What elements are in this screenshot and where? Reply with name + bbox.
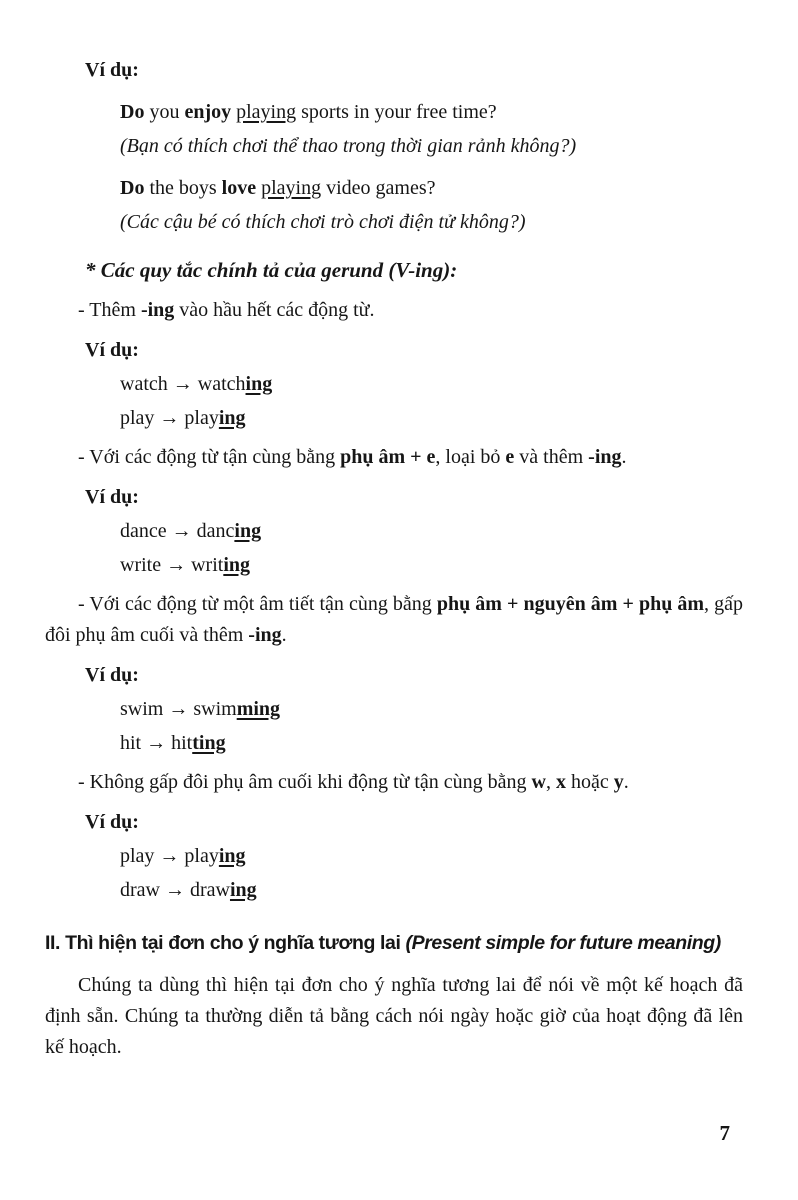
text-segment: w (531, 770, 546, 793)
text-segment: Ví dụ: (85, 810, 139, 833)
text-segment: phụ âm + e (340, 445, 436, 468)
text-segment: - Với các động từ tận cùng bằng (78, 445, 341, 468)
example-sentence (45, 173, 743, 204)
text-segment: watch → watch (120, 372, 246, 395)
text-segment: . (623, 770, 629, 793)
text-segment: playing (236, 101, 297, 123)
conjugation-line (45, 403, 743, 434)
text-segment: enjoy (184, 101, 232, 123)
page-content (45, 55, 743, 1063)
text-segment: (Present simple for future meaning) (405, 931, 721, 954)
text-segment: phụ âm + nguyên âm + phụ âm (436, 592, 705, 615)
text-segment: playing (261, 177, 322, 199)
section-heading (45, 928, 743, 958)
conjugation-line (45, 841, 743, 872)
text-segment: the boys (144, 177, 222, 199)
text-segment: ing (218, 844, 246, 867)
text-segment: play → play (120, 406, 219, 429)
body-paragraph (45, 970, 743, 1063)
rule-paragraph (45, 767, 743, 798)
text-segment: -ing (588, 445, 622, 468)
text-segment: ing (223, 553, 250, 576)
text-segment: (Các cậu bé có thích chơi trò chơi điện tử không?) (120, 211, 526, 233)
text-segment: hoặc (566, 770, 614, 793)
text-segment: play → play (120, 844, 219, 867)
text-segment: ting (192, 731, 226, 754)
text-segment: - Không gấp đôi phụ âm cuối khi động từ tận cùng bằng (78, 770, 532, 793)
text-segment: video games? (321, 177, 436, 199)
text-segment: swim → swim (120, 697, 237, 720)
example-label (45, 482, 743, 513)
text-segment: y (613, 770, 624, 793)
text-segment: ming (236, 697, 281, 720)
rule-paragraph (45, 589, 743, 651)
text-segment: Do (120, 177, 145, 199)
text-segment: - Thêm (78, 298, 141, 321)
text-segment: sports in your free time? (296, 101, 497, 123)
text-segment: . (281, 623, 287, 646)
example-sentence (45, 97, 743, 128)
text-segment: hit → hit (120, 731, 193, 754)
text-segment: love (221, 177, 257, 199)
text-segment: e (505, 445, 515, 468)
text-segment: Ví dụ: (85, 338, 139, 361)
text-segment: , (546, 770, 556, 793)
conjugation-line (45, 550, 743, 581)
text-segment: ing (234, 519, 262, 542)
conjugation-line (45, 875, 743, 906)
text-segment: ing (229, 878, 257, 901)
text-segment: ing (245, 372, 273, 395)
text-segment: write → writ (120, 553, 224, 576)
text-segment: Do (120, 101, 145, 123)
conjugation-line (45, 694, 743, 725)
spelling-rules-heading (45, 254, 743, 287)
text-segment: * Các quy tắc chính tả của gerund (V-ing): (85, 258, 458, 282)
translation-line (45, 131, 743, 162)
text-segment: và thêm (514, 445, 589, 468)
text-segment: Chúng ta dùng thì hiện tại đơn cho ý nghĩa tương lai để nói về một kế hoạch đã định sẵn. Chúng ta thường diễn tả bằng cách nói ngày hoặc giờ của hoạt động đã lên kế hoạch. (45, 973, 743, 1058)
text-segment: vào hầu hết các động từ. (174, 298, 375, 321)
translation-line (45, 207, 743, 238)
text-segment: draw → draw (120, 878, 230, 901)
text-segment: II. Thì hiện tại đơn cho ý nghĩa tương lai (45, 931, 406, 954)
text-segment: , loại bỏ (435, 445, 506, 468)
text-segment: -ing (140, 298, 175, 321)
rule-paragraph (45, 442, 743, 473)
page-number: 7 (719, 1121, 730, 1146)
conjugation-line (45, 516, 743, 547)
conjugation-line (45, 369, 743, 400)
text-segment: . (621, 445, 627, 468)
text-segment: (Bạn có thích chơi thể thao trong thời gian rảnh không?) (120, 135, 577, 157)
text-segment: - Với các động từ một âm tiết tận cùng bằng (78, 592, 437, 615)
text-segment: Ví dụ: (85, 59, 139, 81)
example-label (45, 335, 743, 366)
rule-paragraph (45, 295, 743, 326)
example-label (45, 660, 743, 691)
text-segment: x (556, 770, 566, 793)
text-segment: Ví dụ: (85, 663, 139, 686)
text-segment: , gấp đôi phụ âm cuối và thêm (45, 592, 743, 646)
conjugation-line (45, 728, 743, 759)
text-segment: ing (218, 406, 246, 429)
text-segment: you (144, 101, 185, 123)
example-label (45, 807, 743, 838)
example-label (45, 55, 743, 86)
text-segment: Ví dụ: (85, 485, 139, 508)
text-segment: dance → danc (120, 519, 235, 542)
text-segment: -ing (248, 623, 282, 646)
